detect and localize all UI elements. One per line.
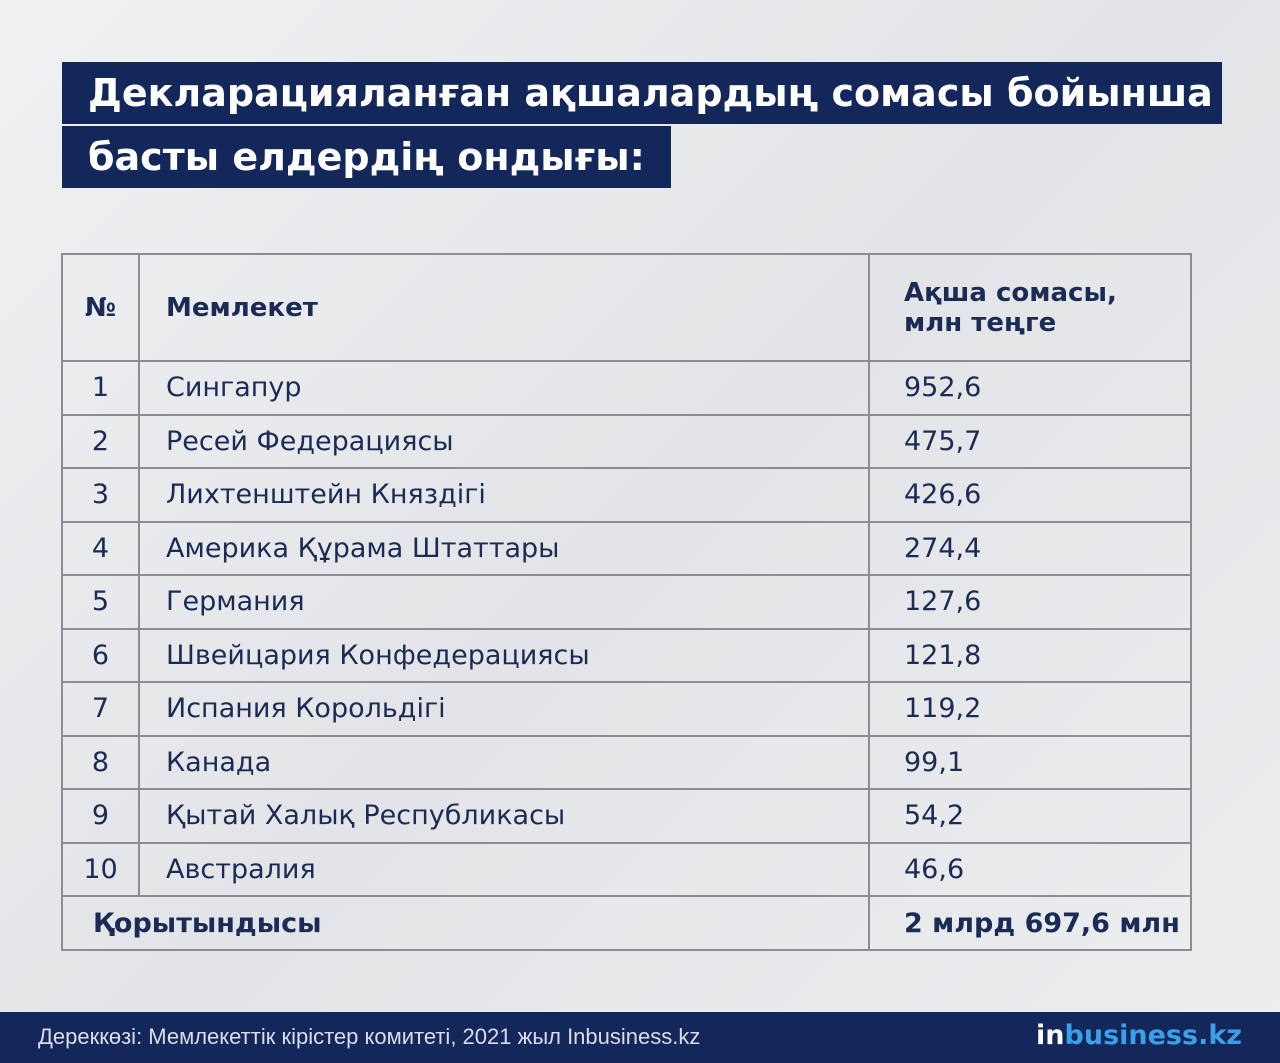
table-row (62, 361, 1191, 415)
row-country: Сингапур (139, 361, 869, 415)
header-amount-line-1: Ақша сомасы, (904, 277, 1117, 308)
row-number: 8 (62, 736, 139, 790)
header-amount-line-2: млн теңге (904, 307, 1057, 338)
total-label: Қорытындысы (62, 896, 869, 950)
row-number: 4 (62, 522, 139, 576)
total-row (62, 896, 1191, 950)
row-country: Испания Корольдігі (139, 682, 869, 736)
table-row (62, 789, 1191, 843)
header-number: № (62, 254, 139, 361)
table-row (62, 843, 1191, 897)
inbusiness-logo (1036, 1020, 1242, 1051)
logo-in: in (1036, 1020, 1065, 1051)
table-row (62, 629, 1191, 683)
row-amount: 99,1 (869, 736, 1191, 790)
row-number: 1 (62, 361, 139, 415)
total-value: 2 млрд 697,6 млн (869, 896, 1191, 950)
row-amount: 952,6 (869, 361, 1191, 415)
row-amount: 127,6 (869, 575, 1191, 629)
row-amount: 426,6 (869, 468, 1191, 522)
row-country: Швейцария Конфедерациясы (139, 629, 869, 683)
source-note: Дереккөзі: Мемлекеттік кірістер комитеті, 2021 жыл Inbusiness.kz (38, 1024, 701, 1049)
row-amount: 46,6 (869, 843, 1191, 897)
row-amount: 54,2 (869, 789, 1191, 843)
title-line-2: басты елдердің ондығы: (62, 126, 671, 188)
row-country: Лихтенштейн Княздігі (139, 468, 869, 522)
row-amount: 274,4 (869, 522, 1191, 576)
header-country: Мемлекет (139, 254, 869, 361)
row-amount: 119,2 (869, 682, 1191, 736)
row-number: 10 (62, 843, 139, 897)
table-row (62, 415, 1191, 469)
row-number: 3 (62, 468, 139, 522)
row-amount: 475,7 (869, 415, 1191, 469)
logo-rest: business.kz (1064, 1020, 1242, 1051)
row-country: Ресей Федерациясы (139, 415, 869, 469)
row-country: Австралия (139, 843, 869, 897)
table-row (62, 682, 1191, 736)
header-amount (869, 254, 1191, 361)
row-number: 6 (62, 629, 139, 683)
title-line-1: Декларацияланған ақшалардың сомасы бойынша (62, 62, 1222, 124)
row-number: 9 (62, 789, 139, 843)
row-number: 5 (62, 575, 139, 629)
row-amount: 121,8 (869, 629, 1191, 683)
footer-bar (0, 1012, 1280, 1063)
data-table (61, 253, 1192, 951)
row-country: Германия (139, 575, 869, 629)
table-header-row (62, 254, 1191, 361)
table-row (62, 522, 1191, 576)
table-body (62, 361, 1191, 896)
table-row (62, 468, 1191, 522)
table-row (62, 736, 1191, 790)
table-row (62, 575, 1191, 629)
row-country: Америка Құрама Штаттары (139, 522, 869, 576)
row-number: 2 (62, 415, 139, 469)
row-number: 7 (62, 682, 139, 736)
row-country: Қытай Халық Республикасы (139, 789, 869, 843)
row-country: Канада (139, 736, 869, 790)
